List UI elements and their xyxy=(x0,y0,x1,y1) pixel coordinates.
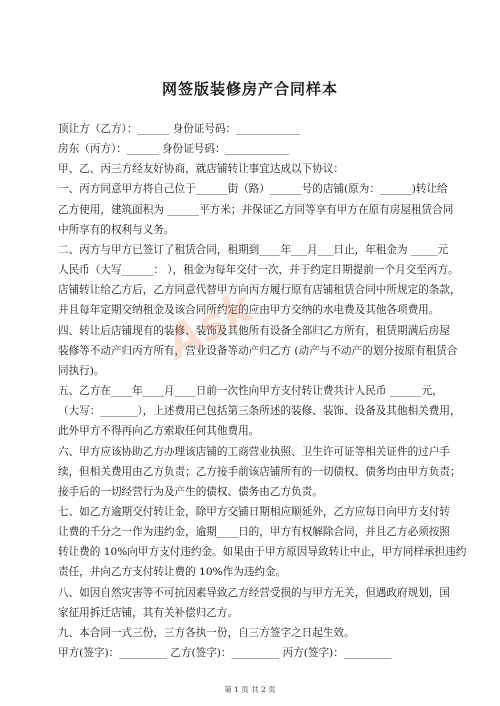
text-line: 中所享有的权利与义务。 xyxy=(58,223,175,236)
text-line: 并且每年定期交纳租金及该合同所约定的应由甲方交纳的水电费及其他各项费用。 xyxy=(58,304,440,317)
text-line: 八、如因自然灾害等不可抗因素导致乙方经营受损的与甲方无关，但遇政府规划，国 xyxy=(58,586,450,599)
text-line: 四、转让后店铺现有的装修、装饰及其他所有设备全部归乙方所有，租赁期满后房屋 xyxy=(58,324,450,337)
text-line: 人民币（大写______： ），租金为每年交付一次，并于约定日期提前一个月交至丙方。 xyxy=(58,264,459,277)
document-title: 网签版装修房产合同样本 xyxy=(161,80,338,98)
watermark-logo: Ask xyxy=(158,281,262,370)
text-line: 顶让方（乙方）：______ 身份证号码：____________ xyxy=(58,123,300,135)
text-line: 店铺转让给乙方后，乙方同意代替甲方向丙方履行原有店铺租赁合同中所规定的条款， xyxy=(58,284,461,297)
text-line: 七、如乙方逾期交付转让金，除甲方交铺日期相应顺延外，乙方应每日向甲方支付转 xyxy=(58,505,450,518)
text-line: 九、本合同一式三份，三方各执一份，自三方签字之日起生效。 xyxy=(58,626,355,639)
text-line: 甲、乙、丙三方经友好协商，就店铺转让事宜达成以下协议： xyxy=(58,163,345,176)
text-line: 一、丙方同意甲方将自己位于______街（路）______号的店铺(原为：______)转让给 xyxy=(58,183,448,196)
text-line: 此外甲方不得再向乙方索取任何其他费用。 xyxy=(58,425,260,438)
contract-body xyxy=(58,119,467,663)
text-line: 五、乙方在____年____月____日前一次性向甲方支付转让费共计人民币 ______元， xyxy=(58,385,443,398)
text-line: 房东（丙方）：______ 身份证号码：____________ xyxy=(58,143,290,156)
text-line: 转让费的 10%向甲方支付违约金。如果由于甲方原因导致转让中止，甲方同样承担违约 xyxy=(58,546,467,559)
text-line: 六、甲方应该协助乙方办理该店铺的工商营业执照、卫生许可证等相关证件的过户手 xyxy=(58,445,450,458)
text-line: 家征用拆迁店铺，其有关补偿归乙方。 xyxy=(58,606,239,619)
page-footer: 第 1 页 共 2 页 xyxy=(224,685,276,694)
text-line: 二、丙方与甲方已签订了租赁合同，租期到____年___月___日止，年租金为 _____元 xyxy=(58,243,449,256)
text-line: 接手后的一切经营行为及产生的债权、债务由乙方负责。 xyxy=(58,485,323,498)
text-line: 责任，并向乙方支付转让费的 10%作为违约金。 xyxy=(58,566,287,579)
signature-line: 甲方(签字)：_________ 乙方(签字)：_________ 丙方(签字)：_________ xyxy=(58,647,392,660)
text-line: 同执行)。 xyxy=(58,364,105,377)
text-line: 让费的千分之一作为违约金，逾期____日的，甲方有权解除合同，并且乙方必须按照 xyxy=(58,526,450,539)
text-line: 续，但相关费用由乙方负责；乙方接手前该店铺所有的一切债权、债务均由甲方负责； xyxy=(58,465,461,478)
text-line: 乙方使用，建筑面积为 ______平方米；并保证乙方同等享有甲方在原有房屋租赁合同 xyxy=(58,203,454,216)
text-line: 装修等不动产归丙方所有，营业设备等动产归乙方 (动产与不动产的划分按原有租赁合 xyxy=(58,344,458,357)
text-line: （大写：_______），上述费用已包括第三条所述的装修、装饰、设备及其他相关费用， xyxy=(58,405,461,418)
